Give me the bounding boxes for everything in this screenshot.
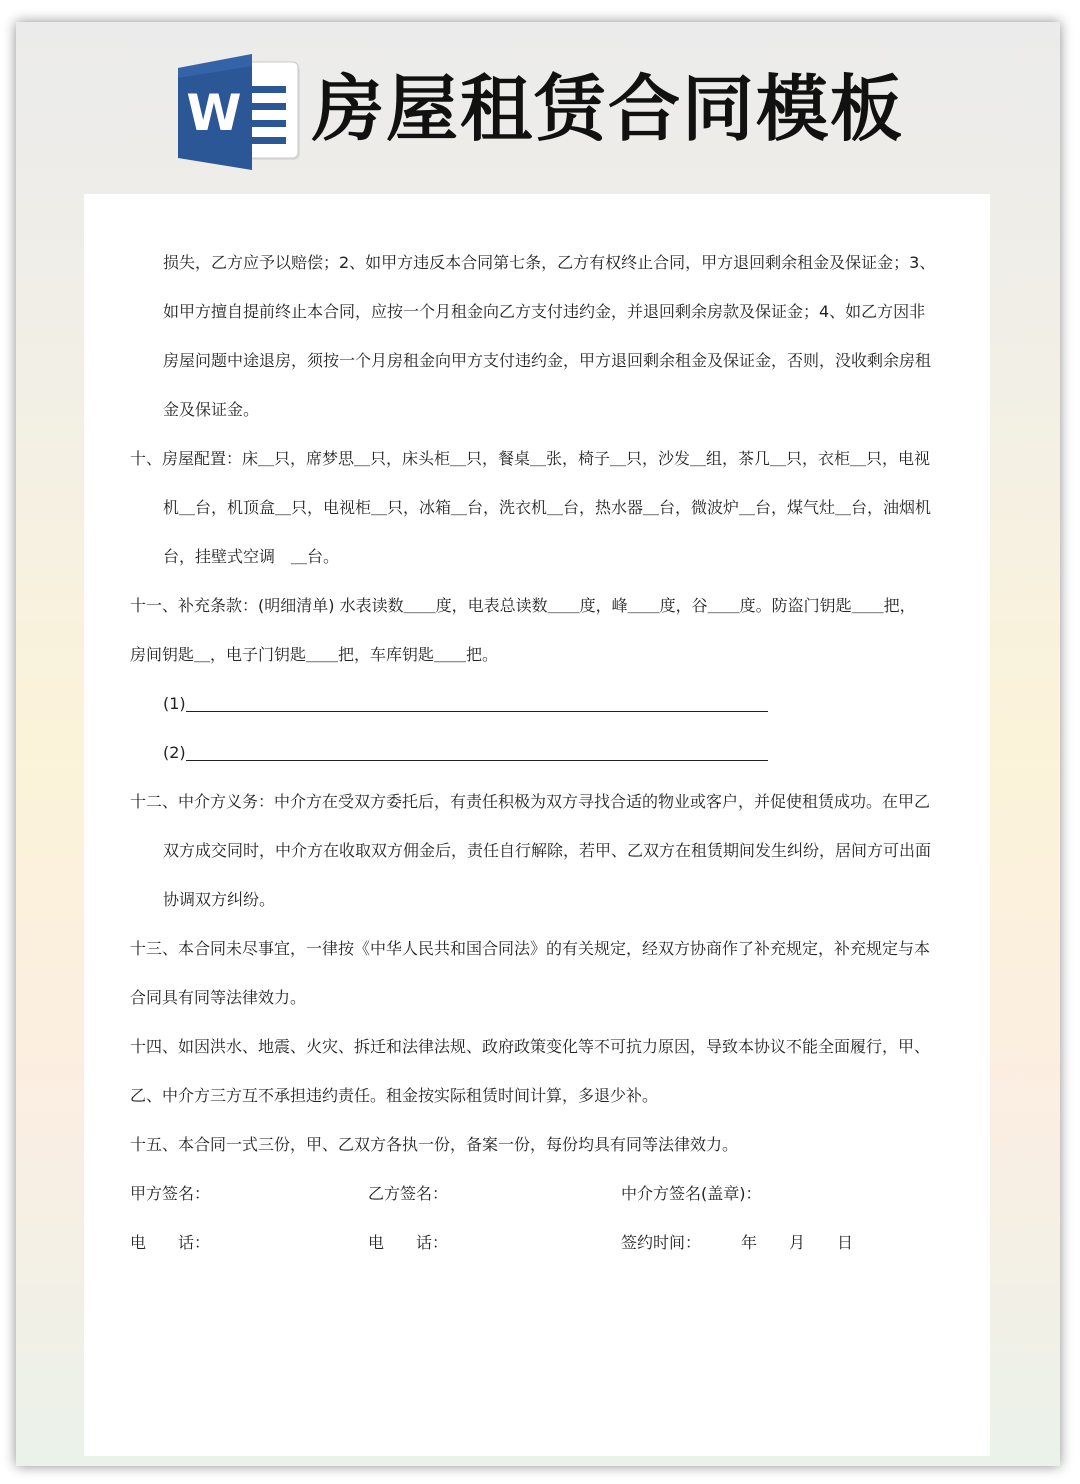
fill-item-2-label: (2): [163, 743, 186, 762]
para13-line-2: 合同具有同等法律效力。: [130, 988, 307, 1007]
para10-line-2: 机＿台，机顶盒＿只，电视柜＿只，冰箱＿台，洗衣机＿台，热水器＿台，微波炉＿台，煤气灶＿台，油烟机: [163, 498, 932, 517]
party-b-sign: 乙方签名：: [368, 1184, 449, 1203]
word-logo-letter: W: [186, 84, 242, 142]
header-banner: [16, 22, 1060, 192]
para11-line-1: 十一、补充条款：(明细清单) 水表读数＿＿度，电表总读数＿＿度，峰＿＿度，谷＿＿度。防盗门钥匙＿＿把，: [130, 596, 916, 615]
agent-sign: 中介方签名(盖章)：: [621, 1184, 762, 1203]
fill-item-1-label: (1): [163, 694, 186, 713]
para11-line-2: 房间钥匙＿，电子门钥匙＿＿把，车库钥匙＿＿把。: [130, 645, 499, 664]
party-a-sign: 甲方签名：: [130, 1184, 211, 1203]
para12-line-1: 十二、中介方义务：中介方在受双方委托后，有责任积极为双方寻找合适的物业或客户，并促使租赁成功。在甲乙: [130, 792, 931, 811]
para10-line-1: 十、房屋配置：床＿只，席梦思＿只，床头柜＿只，餐桌＿张，椅子＿只，沙发＿组，茶几＿只，衣柜＿只，电视: [130, 449, 931, 468]
para9-line-4: 金及保证金。: [163, 400, 260, 419]
fill-line-1: [186, 695, 768, 712]
para9-line-2: 如甲方擅自提前终止本合同，应按一个月租金向乙方支付违约金，并退回剩余房款及保证金；4、如乙方因非: [163, 302, 926, 321]
fill-line-2: [186, 744, 768, 761]
para12-line-2: 双方成交同时，中介方在收取双方佣金后，责任自行解除，若甲、乙双方在租赁期间发生纠纷，居间方可出面: [163, 841, 932, 860]
fill-item-1: [163, 693, 768, 715]
para10-line-3: 台，挂壁式空调 ＿台。: [163, 547, 340, 566]
para9-line-3: 房屋问题中途退房，须按一个月房租金向甲方支付违约金，甲方退回剩余租金及保证金，否则，没收剩余房租: [163, 351, 932, 370]
fill-item-2: [163, 742, 768, 764]
sign-date: 签约时间： 年 月 日: [621, 1233, 854, 1252]
para14-line-2: 乙、中介方三方互不承担违约责任。租金按实际租赁时间计算，多退少补。: [130, 1086, 659, 1105]
para9-line-1: 损失，乙方应予以赔偿；2、如甲方违反本合同第七条，乙方有权终止合同，甲方退回剩余租金及保证金；3、: [163, 253, 936, 272]
page-title: 房屋租赁合同模板: [312, 67, 905, 151]
party-a-phone: 电 话：: [130, 1233, 211, 1252]
para12-line-3: 协调双方纠纷。: [163, 890, 276, 909]
para14-line-1: 十四、如因洪水、地震、火灾、拆迁和法律法规、政府政策变化等不可抗力原因，导致本协议不能全面履行，甲、: [130, 1037, 931, 1056]
para13-line-1: 十三、本合同未尽事宜，一律按《中华人民共和国合同法》的有关规定，经双方协商作了补充规定，补充规定与本: [130, 939, 931, 958]
para15-line: 十五、本合同一式三份，甲、乙双方各执一份，备案一份，每份均具有同等法律效力。: [130, 1135, 739, 1154]
page-frame: [16, 22, 1060, 1466]
word-logo-icon: [174, 50, 302, 174]
party-b-phone: 电 话：: [368, 1233, 449, 1252]
document-page: [84, 194, 990, 1456]
